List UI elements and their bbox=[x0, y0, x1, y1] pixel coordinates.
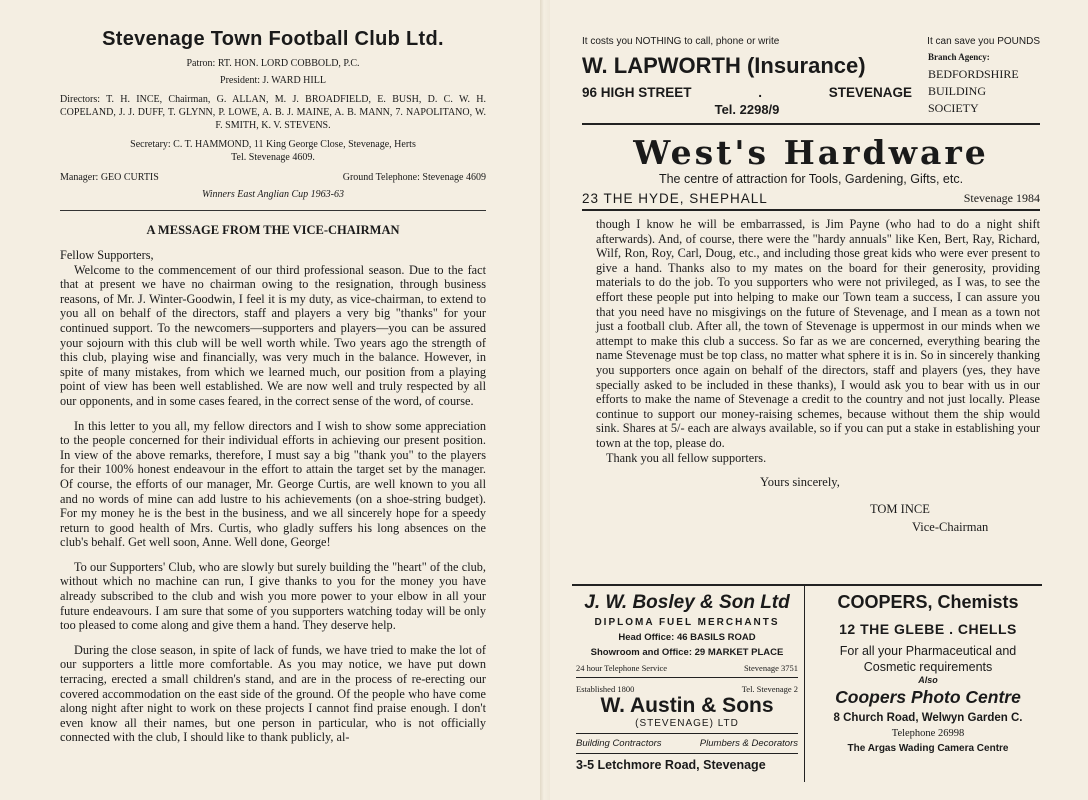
yours-sincerely: Yours sincerely, bbox=[760, 475, 840, 490]
austin-tel: Tel. Stevenage 2 bbox=[741, 684, 798, 694]
photo-centre-tel: Telephone 26998 bbox=[891, 728, 965, 739]
page-gutter bbox=[540, 0, 550, 800]
winners-line: Winners East Anglian Cup 1963-63 bbox=[201, 189, 345, 200]
insurance-tagline-right: It can save you POUNDS bbox=[927, 36, 1040, 47]
club-title: Stevenage Town Football Club Ltd. bbox=[102, 28, 444, 50]
austin-address: 3-5 Letchmore Road, Stevenage bbox=[576, 758, 766, 772]
coopers-address: 12 THE GLEBE . CHELLS bbox=[839, 621, 1017, 637]
insurance-address bbox=[582, 85, 912, 100]
bosley-subtitle: DIPLOMA FUEL MERCHANTS bbox=[594, 617, 780, 628]
agency-label: Branch Agency: bbox=[928, 52, 990, 62]
austin-name: W. Austin & Sons bbox=[600, 694, 774, 717]
left-page bbox=[60, 28, 486, 755]
divider bbox=[576, 733, 798, 734]
message-title: A MESSAGE FROM THE VICE-CHAIRMAN bbox=[146, 223, 400, 237]
hardware-tel: Stevenage 1984 bbox=[963, 191, 1040, 205]
photo-centre-subtitle: The Argas Wading Camera Centre bbox=[847, 743, 1009, 754]
bosley-name: J. W. Bosley & Son Ltd bbox=[584, 592, 790, 613]
manager-line: Manager: GEO CURTIS bbox=[60, 172, 159, 183]
insurance-taglines bbox=[582, 36, 1040, 47]
message-body bbox=[60, 248, 486, 745]
agency-line: BEDFORDSHIRE bbox=[928, 67, 1019, 81]
bosley-tel: Stevenage 3751 bbox=[743, 663, 798, 673]
photo-centre-name: Coopers Photo Centre bbox=[835, 687, 1021, 707]
bosley-showroom: Showroom and Office: 29 MARKET PLACE bbox=[590, 647, 784, 658]
divider bbox=[60, 210, 486, 211]
austin-subtitle: (STEVENAGE) LTD bbox=[635, 718, 739, 729]
hardware-name: West's Hardware bbox=[633, 133, 989, 172]
divider bbox=[576, 677, 798, 678]
insurance-tel: Tel. 2298/9 bbox=[714, 102, 780, 117]
signer-name: TOM INCE bbox=[870, 502, 930, 517]
branch-agency bbox=[928, 49, 1019, 117]
continued-text: though I know he will be embarrassed, is Jim Payne (who had to do a night shift afterwards). And, of course, there were the "hardy annuals" like Ken, Bert, Ray, Richard, Wilf, Ron, Roy, Carl, Doug, etc., and including those great kids who were ever present to give a hand. Thanks also to my mates on the board for their generosity, providing materials to do the job. To you supporters who were not privileged, as I was, to see the effort these people put into helping to make our Town team a success, I can assure you that you need have no misgivings on the future of Stevenage, and I mean as a town not just a football club. After all, the town of Stevenage is uppermost in our minds when we attempt to make this club a success. So far as we are concerned, everything bearing the name Stevenage must be top class, no matter what sphere it is in. So in sincerely thanking you supporters once again on behalf of the directors, staff and players (yes, they have specially asked to be included in these thanks), I would ask you to bear with us in our efforts to make the name of Stevenage a credit to the country and not just locally. Please continue to support our money-raising schemes, because without them the ship would sink. Shares at 5/- each are always available, so if you can put a stake in establishing your town at the top, please do. bbox=[596, 217, 1040, 450]
bosley-tel-row bbox=[576, 663, 798, 673]
coopers-name: COOPERS, Chemists bbox=[837, 592, 1019, 612]
left-ads bbox=[576, 592, 798, 772]
advertisements bbox=[572, 584, 1042, 786]
austin-established: Established 1800 bbox=[576, 684, 635, 694]
secretary-line: Secretary: C. T. HAMMOND, 11 King George Close, Stevenage, Herts bbox=[130, 139, 416, 150]
ad-divider bbox=[804, 586, 805, 782]
insurance-ad bbox=[582, 53, 1040, 117]
hardware-address: 23 THE HYDE, SHEPHALL bbox=[582, 191, 768, 206]
austin-trade: Plumbers & Decorators bbox=[699, 738, 798, 749]
signer-role: Vice-Chairman bbox=[912, 520, 989, 535]
right-ads bbox=[814, 592, 1042, 754]
insurance-name: W. LAPWORTH (Insurance) bbox=[582, 53, 866, 78]
insurance-separator: . bbox=[758, 85, 762, 100]
hardware-description: The centre of attraction for Tools, Gardening, Gifts, etc. bbox=[658, 172, 964, 186]
divider bbox=[582, 209, 1040, 211]
divider bbox=[582, 123, 1040, 125]
bosley-tel-service: 24 hour Telephone Service bbox=[576, 663, 668, 673]
hardware-address-row bbox=[582, 191, 1040, 206]
coopers-also: Also bbox=[918, 675, 938, 685]
austin-top-row bbox=[576, 684, 798, 694]
message-paragraph: In this letter to you all, my fellow directors and I wish to show some appreciation to the people concerned for their individual efforts in achieving our present position. In view of the above remarks, therefore, I must say a big "thank you" to the players for their 100% honest endeavour in the effort to attain the target set by the manager. Of course, the efforts of our manager, Mr. George Curtis, are well known to you all and no words of mine can add lustre to his achievements (on a shoe-string budget). For my money he is the best in the business, and we all sincerely hope for a speedy return to good health of Mrs. Curtis, who gladly suffers his long absences on the club's behalf. Get well soon, Anne. Well done, George! bbox=[60, 418, 486, 550]
austin-trade: Building Contractors bbox=[576, 738, 662, 749]
president-line: President: J. WARD HILL bbox=[220, 75, 326, 86]
message-paragraph: Welcome to the commencement of our third professional season. Due to the fact that at present we have no chairman owing to the resignation, through business reasons, of Mr. J. Winter-Goodwin, I feel it is my duty, as vice-chairman, to extend to you all on behalf of the directors, staff and players a very big "thanks" for your continued support. To the newcomers—supporters and players—you can be assured your sojourn with this club will be well worth while. Two years ago the strength of this club, playing wise and financially, was very much in the balance. However, in spite of many mistakes, from which we learned much, our position from a playing point of view has been well established. We are now well and truly respected by all our opponents, and in some cases feared, in the correct sense of the word, of course. bbox=[60, 262, 486, 408]
salutation: Fellow Supporters, bbox=[60, 248, 154, 262]
right-page bbox=[582, 36, 1040, 535]
insurance-tagline-left: It costs you NOTHING to call, phone or write bbox=[582, 36, 780, 47]
manager-row bbox=[60, 172, 486, 183]
signature-block bbox=[582, 475, 1040, 535]
agency-line: BUILDING bbox=[928, 84, 986, 98]
message-paragraph: To our Supporters' Club, who are slowly but surely building the "heart" of the club, without which no machine can run, I give thanks to you for the money you have already subscribed to the club and wish you more power to your elbow in all your future endeavours. I am sure that some of you supporters watching today will be only too pleased to come along and give them a hand. They deserve help. bbox=[60, 559, 486, 633]
thank-you-line: Thank you all fellow supporters. bbox=[606, 450, 767, 465]
divider bbox=[576, 753, 798, 754]
bosley-head-office: Head Office: 46 BASILS ROAD bbox=[618, 632, 756, 643]
coopers-description: For all your Pharmaceutical and Cosmetic requirements bbox=[839, 644, 1017, 674]
insurance-street: 96 HIGH STREET bbox=[582, 85, 692, 100]
message-continued bbox=[582, 217, 1040, 465]
insurance-town: STEVENAGE bbox=[828, 85, 912, 100]
directors-line: Directors: T. H. INCE, Chairman, G. ALLAN, M. J. BROADFIELD, E. BUSH, D. C. W. H. COPELAND, J. J. DUFF, T. GLYNN, P. LOWE, A. B. J. MAINE, A. B. MANN, 7. NAPOLITANO, W. F. SMITH, K. V. STEVENS. bbox=[60, 94, 486, 131]
ground-telephone: Ground Telephone: Stevenage 4609 bbox=[342, 172, 486, 183]
agency-line: SOCIETY bbox=[928, 101, 979, 115]
austin-trades bbox=[576, 738, 798, 749]
message-paragraph: During the close season, in spite of lack of funds, we have tried to make the lot of our supporters a little more comfortable. As you may notice, we have put down terracing, erected a small children's stand, and are in the process of re-erecting our covered accommodation on the east side of the ground. Of the people who have come along night after night to work on these projects I cannot find praise enough. I don't even know all their names, but one person in particular, who is not officially connected with the club, I should like to thank publicly, al- bbox=[60, 642, 486, 745]
secretary-tel: Tel. Stevenage 4609. bbox=[231, 152, 315, 163]
photo-centre-address: 8 Church Road, Welwyn Garden C. bbox=[833, 712, 1023, 724]
patron-line: Patron: RT. HON. LORD COBBOLD, P.C. bbox=[186, 58, 360, 69]
